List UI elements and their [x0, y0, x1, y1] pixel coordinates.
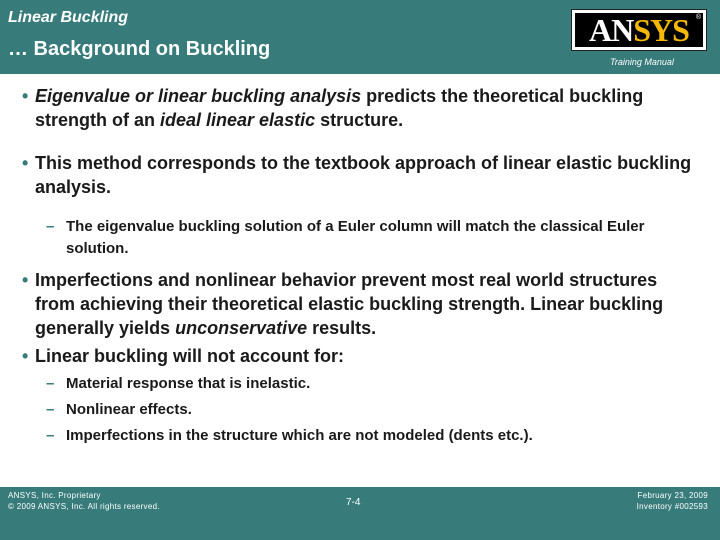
sub-bullet-nonlinear [46, 399, 686, 421]
bullet-limitations [22, 344, 692, 368]
sub-bullet-marker: – [46, 218, 55, 235]
bullet-eigenvalue [22, 84, 692, 132]
bullet-imperfections [22, 268, 692, 340]
bullet-text [35, 268, 692, 340]
sub-bullet-text: Imperfections in the structure which are not modeled (dents etc.). [66, 427, 533, 444]
sub-bullet-text: Nonlinear effects. [66, 401, 192, 418]
bullet-marker: • [22, 153, 29, 173]
bullet-text: Linear buckling will not account for: [35, 346, 345, 366]
sub-bullet-text: The eigenvalue buckling solution of a Euler column will match the classical Euler solution. [66, 218, 645, 257]
bullet-emphasis: Eigenvalue or linear buckling analysis [35, 86, 362, 106]
sub-bullet-marker: – [46, 427, 55, 444]
bullet-text-part: structure. [315, 110, 404, 130]
bullet-textbook [22, 151, 692, 199]
logo-prefix: AN [589, 12, 634, 48]
bullet-emphasis: ideal linear elastic [160, 110, 316, 130]
header-title: Linear Buckling [8, 9, 129, 26]
logo-suffix: SYS [633, 12, 689, 48]
footer-proprietary: ANSYS, Inc. Proprietary [8, 491, 101, 500]
footer-copyright [8, 490, 160, 512]
logo-trademark: ® [695, 14, 701, 21]
bullet-text-part: results. [307, 318, 377, 338]
bullet-marker: • [22, 270, 29, 290]
page-number: 7-4 [346, 497, 361, 508]
sub-bullet-imperfections [46, 425, 686, 447]
footer-date-inventory [637, 490, 708, 512]
sub-bullet-text: Material response that is inelastic. [66, 375, 311, 392]
bullet-marker: • [22, 86, 29, 106]
bullet-marker: • [22, 346, 29, 366]
slide-title: … Background on Buckling [8, 38, 271, 60]
logo-inner [575, 13, 703, 47]
header-bar [0, 0, 720, 74]
logo-text [589, 14, 689, 46]
sub-bullet-marker: – [46, 375, 55, 392]
footer-inventory: Inventory #002593 [636, 502, 708, 511]
bullet-emphasis: unconservative [175, 318, 308, 338]
bullet-text-part: predicts the theoretical buckling strength of an [35, 86, 644, 130]
footer-date: February 23, 2009 [637, 491, 708, 500]
sub-bullet-material [46, 373, 686, 395]
ansys-logo [571, 9, 707, 51]
footer-bar [0, 487, 720, 540]
footer-rights: © 2009 ANSYS, Inc. All rights reserved. [8, 502, 160, 511]
sub-bullet-euler [46, 216, 686, 260]
bullet-text-part: Imperfections and nonlinear behavior prevent most real world structures from achieving their theoretical elastic buckling strength. Linear buckling generally yields [35, 270, 664, 338]
bullet-text: This method corresponds to the textbook approach of linear elastic buckling analysis. [35, 153, 692, 197]
training-manual-label: Training Manual [610, 57, 674, 67]
bullet-text [35, 84, 692, 132]
sub-bullet-marker: – [46, 401, 55, 418]
